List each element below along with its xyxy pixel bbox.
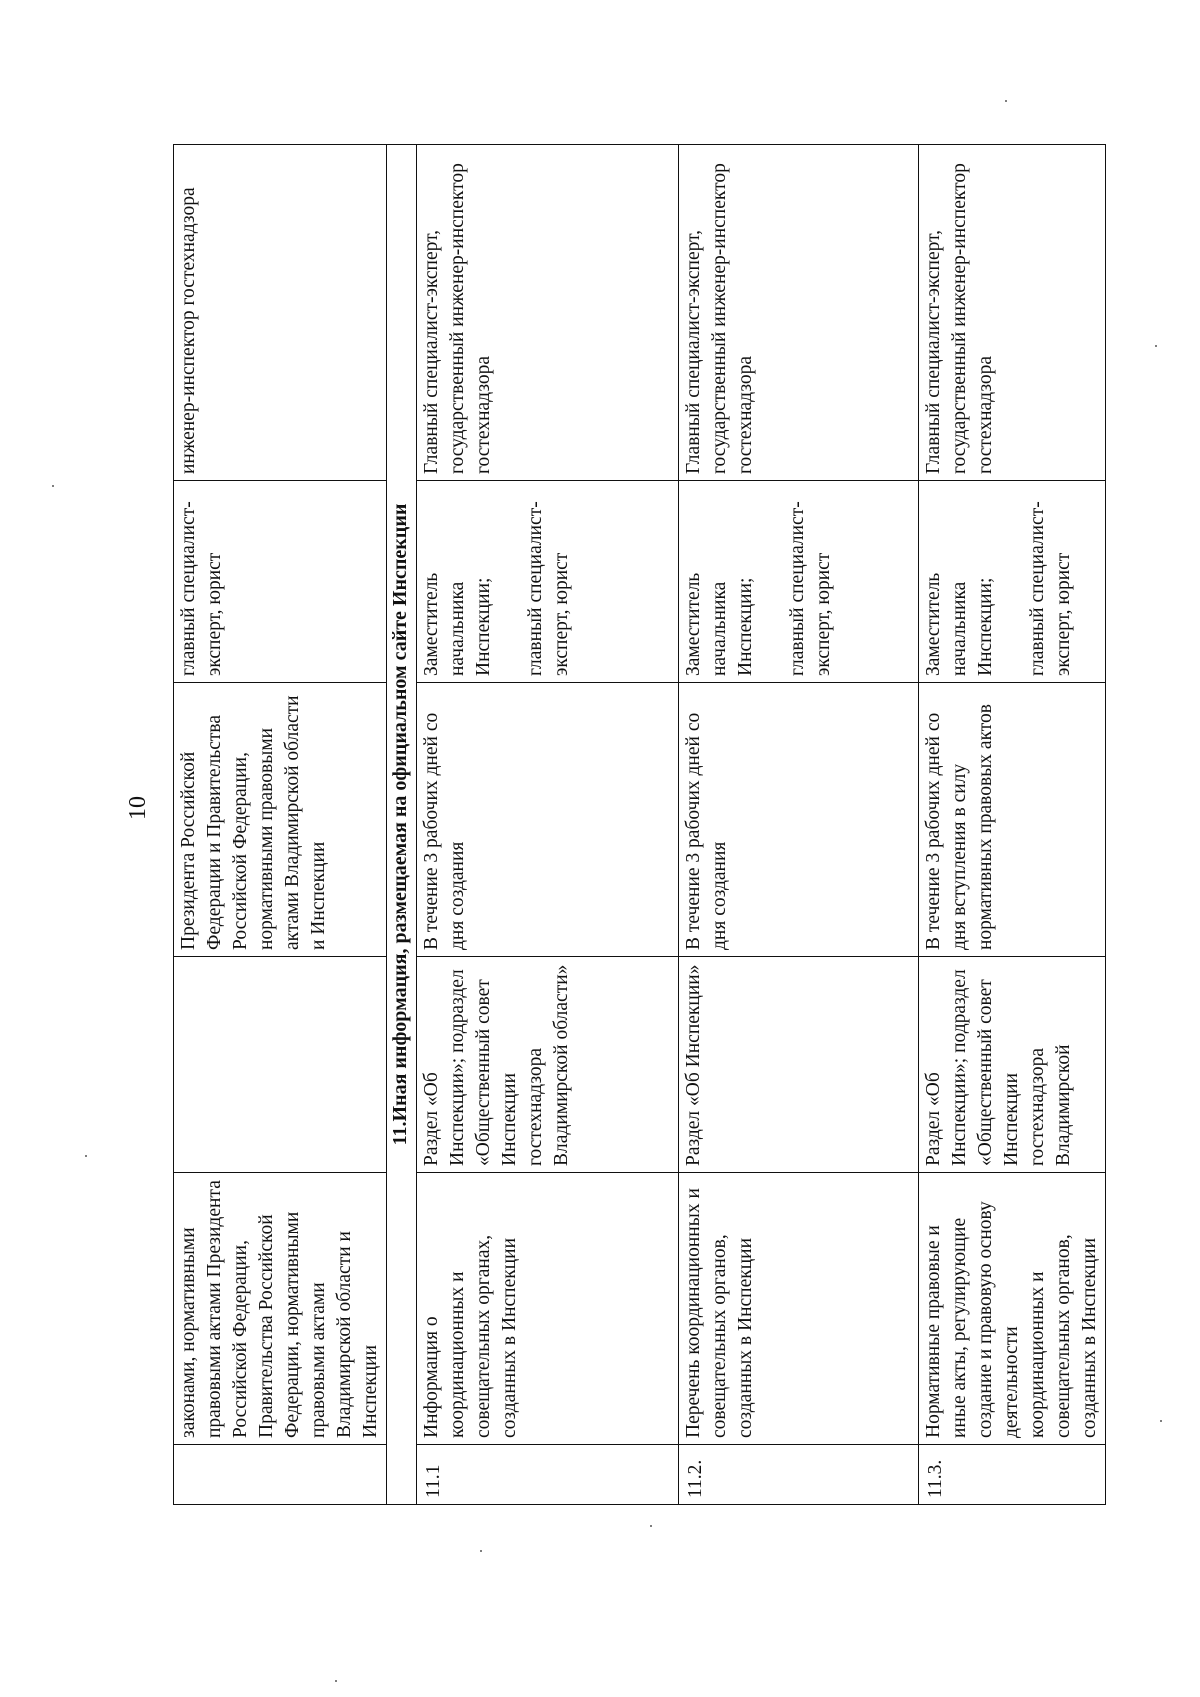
cell-responsible-primary: Заместитель начальника Инспекции; главный специалист-эксперт, юрист <box>919 481 1106 683</box>
table-row <box>417 145 679 1505</box>
cell-deadline: В течение 3 рабочих дней со дня создания <box>679 683 919 957</box>
rotated-table-wrapper <box>173 145 1173 1505</box>
cell-deadline: В течение 3 рабочих дней со дня создания <box>417 683 679 957</box>
cell-location <box>174 957 387 1173</box>
cell-responsible-primary: главный специалист-эксперт, юрист <box>174 481 387 683</box>
cell-info-name: законами, нормативными правовыми актами Президента Российской Федерации, Правительства Российской Федерации, нормативными правовыми актами Владимирской области и Инспекции <box>174 1173 387 1445</box>
scan-speck <box>1005 100 1007 102</box>
cell-responsible-primary: Заместитель начальника Инспекции; главный специалист-эксперт, юрист <box>679 481 919 683</box>
scan-speck <box>335 1680 337 1682</box>
cell-number <box>174 1445 387 1505</box>
cell-info-name: Перечень координационных и совещательных органов, созданных в Инспекции <box>679 1173 919 1445</box>
cell-deadline: Президента Российской Федерации и Правительства Российской Федерации, нормативными правовыми актами Владимирской области и Инспекции <box>174 683 387 957</box>
cell-info-name: Нормативные правовые и иные акты, регулирующие создание и правовую основу деятельности координационных и совещательных органов, созданных в Инспекции <box>919 1173 1106 1445</box>
scan-speck <box>480 1550 482 1552</box>
page-number: 10 <box>125 796 151 820</box>
scan-speck <box>1160 1420 1162 1422</box>
cell-deadline: В течение 3 рабочих дней со дня вступления в силу нормативных правовых актов <box>919 683 1106 957</box>
cell-responsible-secondary: Главный специалист-эксперт, государственный инженер-инспектор гостехнадзора <box>919 145 1106 481</box>
cell-responsible-primary: Заместитель начальника Инспекции; главный специалист-эксперт, юрист <box>417 481 679 683</box>
cell-location: Раздел «Об Инспекции»; подраздел «Общественный совет Инспекции гостехнадзора Владимирской <box>919 957 1106 1173</box>
cell-responsible-secondary: Главный специалист-эксперт, государственный инженер-инспектор гостехнадзора <box>417 145 679 481</box>
section-title: 11.Иная информация, размещаемая на официальном сайте Инспекции <box>387 145 417 1505</box>
cell-number: 11.3. <box>919 1445 1106 1505</box>
cell-responsible-secondary: инженер-инспектор гостехнадзора <box>174 145 387 481</box>
cell-number: 11.2. <box>679 1445 919 1505</box>
cell-location: Раздел «Об Инспекции» <box>679 957 919 1173</box>
table-row-continuation <box>174 145 387 1505</box>
scan-speck <box>85 1155 87 1157</box>
scan-speck <box>650 1525 652 1527</box>
table-row <box>919 145 1106 1505</box>
cell-responsible-secondary: Главный специалист-эксперт, государственный инженер-инспектор гостехнадзора <box>679 145 919 481</box>
section-header-row <box>387 145 417 1505</box>
cell-info-name: Информация о координационных и совещательных органах, созданных в Инспекции <box>417 1173 679 1445</box>
scan-speck <box>52 485 54 487</box>
cell-number: 11.1 <box>417 1445 679 1505</box>
scan-speck <box>1155 345 1157 347</box>
publication-plan-table <box>173 144 1106 1505</box>
cell-location: Раздел «Об Инспекции»; подраздел «Общественный совет Инспекции гостехнадзора Владимирской области» <box>417 957 679 1173</box>
table-row <box>679 145 919 1505</box>
